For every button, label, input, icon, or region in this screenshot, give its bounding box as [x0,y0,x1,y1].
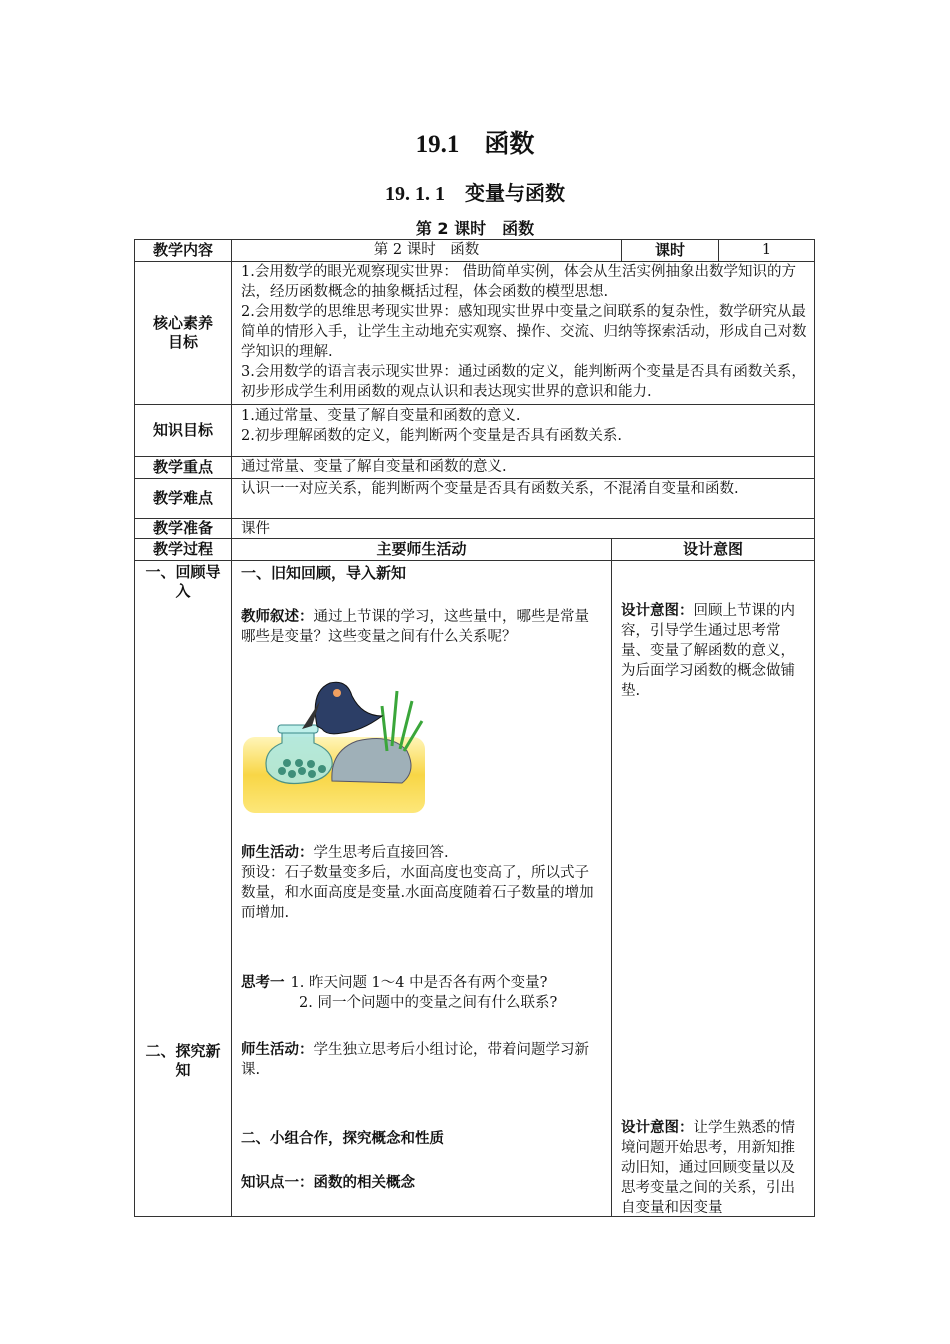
stage-column [134,560,232,1217]
stage-explore: 二、探究新知 [145,1042,221,1079]
title-section: 19.1 函数 [415,131,535,158]
activity-label: 师生活动： [241,1042,314,1058]
knowledge-point-one: 知识点一：函数的相关概念 [241,1175,415,1191]
activity-column [231,560,612,1217]
teacher-label: 教师叙述： [241,609,314,625]
key-value: 通过常量、变量了解自变量和函数的意义. [231,456,815,479]
core-goals [231,261,815,405]
key-label: 教学重点 [134,456,232,479]
intent-text: 回顾上节课的内容，引导学生通过思考常量、变量了解函数的意义，为后面学习函数的概念做铺垫. [621,603,795,699]
intent-header: 设计意图 [611,538,815,561]
teacher-narration [241,607,603,647]
section-explore-heading: 二、小组合作，探究概念和性质 [241,1131,444,1147]
intent-column [611,560,815,1217]
difficulty-label: 教学难点 [134,478,232,519]
intent-label: 设计意图： [621,1120,694,1136]
intent-explore [621,1118,806,1218]
prep-label: 教学准备 [134,518,232,539]
title-lesson: 第 2 课时 函数 [415,219,535,238]
knowledge-label: 知识目标 [134,404,232,457]
intent-text: 让学生熟悉的情境问题开始思考，用新知推动旧知，通过回顾变量以及思考变量之间的关系，引出自变量和因变量 [621,1120,795,1216]
core-label: 核心素养目标 [134,261,232,405]
think-label: 思考一 [241,975,285,991]
prep-value: 课件 [231,518,815,539]
stage-review: 一、回顾导入 [145,563,221,600]
activity-text: 学生独立思考后小组讨论，带着问题学习新课. [241,1042,589,1078]
preset-text: 预设：石子数量变多后，水面高度也变高了，所以式子数量，和水面高度是变量.水面高度随着石子数量的增加而增加. [241,865,594,921]
activity-label: 师生活动： [241,845,314,861]
knowledge-goals [231,404,815,457]
think-one [241,973,603,1013]
hours-label: 课时 [621,239,719,262]
activity-answer [241,843,603,863]
think-item: 1. 昨天问题 1～4 中是否各有两个变量? [290,975,548,991]
core-item: 1.会用数学的眼光观察现实世界： 借助简单实例，体会从生活实例抽象出数学知识的方法，经历函数概念的抽象概括过程，体会函数的模型思想. [241,264,796,300]
activity-text: 学生思考后直接回答. [313,845,449,861]
knowledge-item: 1.通过常量、变量了解自变量和函数的意义. [241,408,521,424]
content-label: 教学内容 [134,239,232,262]
teacher-text: 通过上节课的学习，这些量中，哪些是常量哪些是变量？这些变量之间有什么关系呢？ [241,609,589,645]
activity-header: 主要师生活动 [231,538,612,561]
process-label: 教学过程 [134,538,232,561]
hours-value: 1 [718,239,815,262]
section-review-heading: 一、旧知回顾，导入新知 [241,564,407,582]
content-value: 第 2 课时 函数 [231,239,622,262]
intent-review [621,601,806,701]
think-item: 2. 同一个问题中的变量之间有什么联系? [299,995,558,1011]
core-item: 3.会用数学的语言表示现实世界：通过函数的定义，能判断两个变量是否具有函数关系，初步形成学生利用函数的观点认识和表达现实世界的意识和能力. [241,364,806,400]
crow-drinking-illustration [242,671,426,815]
title-subsection: 19. 1. 1 变量与函数 [385,183,565,205]
difficulty-value: 认识一一对应关系，能判断两个变量是否具有函数关系，不混淆自变量和函数. [231,478,815,519]
intent-label: 设计意图： [621,603,694,619]
knowledge-item: 2.初步理解函数的定义，能判断两个变量是否具有函数关系. [241,428,622,444]
activity-discussion [241,1040,603,1080]
core-item: 2.会用数学的思维思考现实世界：感知现实世界中变量之间联系的复杂性，数学研究从最简单的情形入手，让学生主动地充实观察、操作、交流、归纳等探索活动，形成自己对数学知识的理解. [241,304,807,360]
